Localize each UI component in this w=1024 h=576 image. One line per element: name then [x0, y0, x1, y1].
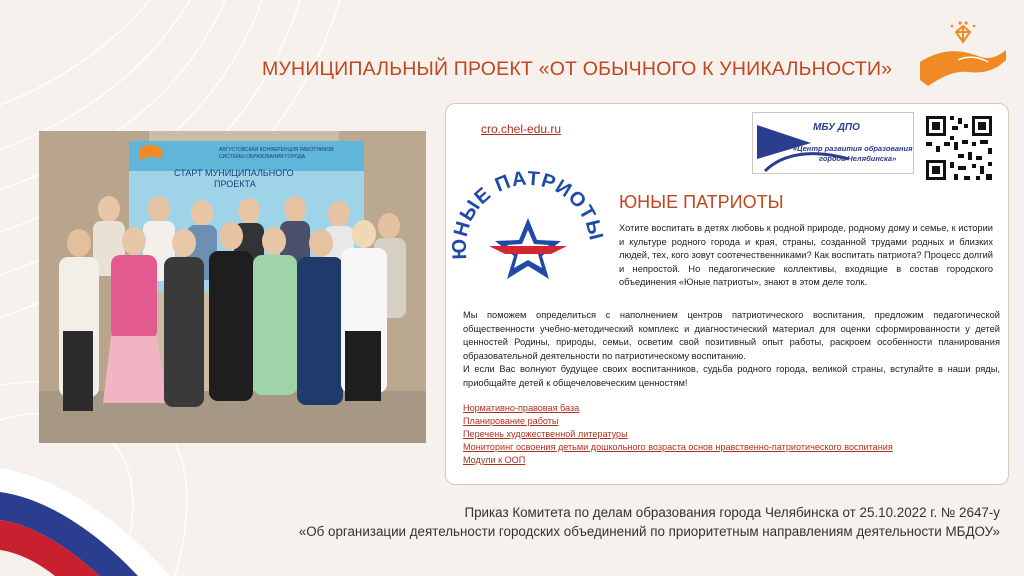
mbu-dpo-logo	[752, 112, 914, 174]
link-monitoring[interactable]: Мониторинг освоения детьми дошкольного возраста основ нравственно-патриотического воспитания	[463, 442, 893, 452]
order-line-1: Приказ Комитета по делам образования города Челябинска от 25.10.2022 г. № 2647-у	[464, 505, 1000, 520]
intro-text: Хотите воспитать в детях любовь к родной природе, родному дому и семье, к истории и культуре родного города и края, страны, созданной трудами родных и близких людей, тех, кого зовут соотечественниками? Как воспитать патриота? Процесс долгий и непростой. Но педагогические коллективы, входящие в состав городского объединения «Юные патриоты», знают в этом деле толк.	[619, 223, 993, 287]
body-text	[463, 309, 1000, 390]
page-title: МУНИЦИПАЛЬНЫЙ ПРОЕКТ «ОТ ОБЫЧНОГО К УНИКАЛЬНОСТИ»	[262, 58, 893, 80]
group-photo	[39, 131, 426, 443]
flag-ribbon	[0, 468, 170, 576]
link-normative-base[interactable]: Нормативно-правовая база	[463, 403, 580, 413]
resource-links	[463, 402, 893, 467]
paragraph-2: И если Вас волнуют будущее своих воспитанников, судьба родного города, великой страны, вступайте в наши ряды, приобщайте детей к общечеловеческим ценностям!	[463, 364, 1000, 388]
qr-code	[918, 110, 1000, 188]
banner-project: ПРОЕКТА	[214, 179, 256, 189]
link-work-planning[interactable]: Планирование работы	[463, 416, 559, 426]
mbu-line1: «Центр развития образования	[793, 144, 913, 153]
logo-arc-text: ЮНЫЕ ПАТРИОТЫ	[448, 168, 608, 260]
star-icon	[489, 218, 567, 279]
banner-start: СТАРТ МУНИЦИПАЛЬНОГО	[174, 168, 294, 178]
mbu-line2: города Челябинска»	[819, 154, 897, 163]
order-line-2: «Об организации деятельности городских объединений по приоритетным направлениям деятельности МБДОУ»	[298, 524, 1000, 539]
banner-line2: СИСТЕМЫ ОБРАЗОВАНИЯ ГОРОДА	[219, 154, 306, 160]
site-link[interactable]: cro.chel-edu.ru	[481, 122, 562, 136]
mbu-name: МБУ ДПО	[813, 122, 860, 133]
young-patriots-logo	[447, 168, 610, 303]
paragraph-1: Мы поможем определиться с наполнением центров патриотического воспитания, предложим педагогической общественности учебно-методический комплекс и диагностический материал для оценки сформированности у детей ценностей Родины, природы, семьи, осветим свой позитивный опыт работы, раскроем особенности планирования образовательной деятельности по патриотическому воспитанию.	[463, 310, 1000, 361]
link-oop-modules[interactable]: Модули к ООП	[463, 455, 526, 465]
link-literature-list[interactable]: Перечень художественной литературы	[463, 429, 628, 439]
section-title: ЮНЫЕ ПАТРИОТЫ	[619, 192, 784, 212]
hands-diamond-logo	[918, 20, 1008, 90]
banner-line1: АВГУСТОВСКАЯ КОНФЕРЕНЦИЯ РАБОТНИКОВ	[219, 147, 334, 153]
